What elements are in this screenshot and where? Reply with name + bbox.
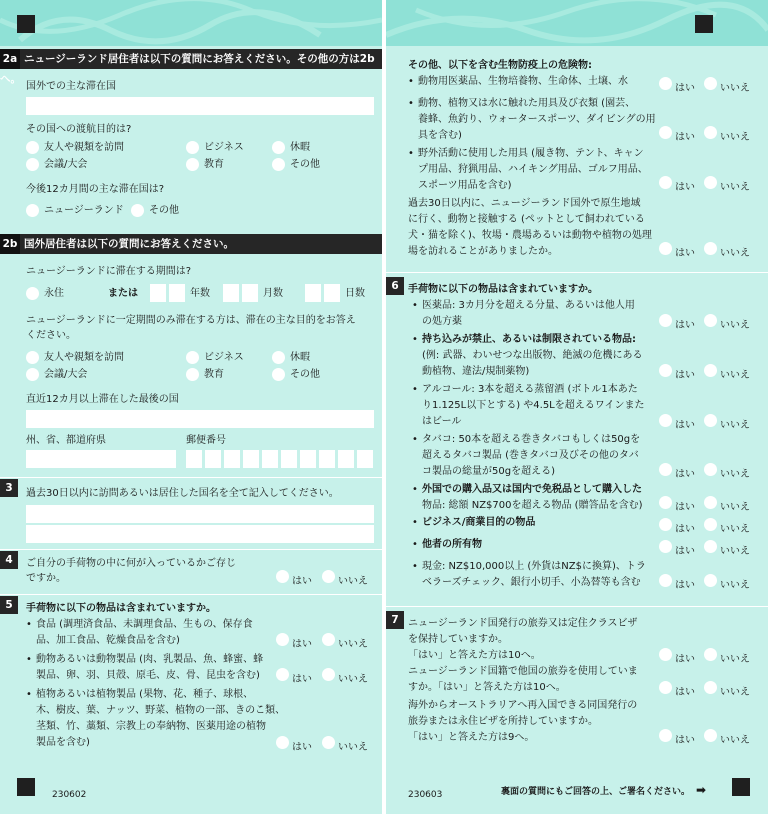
registration-mark <box>17 15 35 33</box>
postal-box-9[interactable] <box>338 450 354 468</box>
s7-line1: ニュージーランド国発行の旅券又は定住クラスビザ <box>408 618 638 629</box>
b-purpose-holiday-radio[interactable] <box>272 351 285 364</box>
others-yes-radio[interactable] <box>659 540 672 553</box>
q-know-contents-line2: ですか。 <box>26 573 66 584</box>
purpose-holiday-radio[interactable] <box>272 141 285 154</box>
medicine-line2: の処方薬 <box>422 316 462 327</box>
tobacco-no-label: いいえ <box>720 469 750 480</box>
section-5-number: 5 <box>0 596 18 614</box>
s7c-no-radio[interactable] <box>704 729 717 742</box>
purpose-holiday-label: 休暇 <box>290 142 310 153</box>
q-know-contents-line1: ご自分の手荷物の中に何が入っているかご存じ <box>26 558 236 569</box>
s7a-no-radio[interactable] <box>704 648 717 661</box>
food-yes-label: はい <box>292 639 312 650</box>
or-label: または <box>108 288 138 299</box>
s5-header: 手荷物に以下の物品は含まれていますか。 <box>26 603 216 614</box>
form-code: 230603 <box>408 790 443 800</box>
s7c-yes-radio[interactable] <box>659 729 672 742</box>
medicine-no-label: いいえ <box>720 320 750 331</box>
bio4-yes-radio[interactable] <box>659 242 672 255</box>
stay-other-radio[interactable] <box>131 204 144 217</box>
header-band <box>0 0 382 46</box>
section-6-number: 6 <box>386 277 404 295</box>
s7c-yes-label: はい <box>675 735 695 746</box>
s6-header: 手荷物に以下の物品は含まれていますか。 <box>408 284 598 295</box>
prohibited-no-label: いいえ <box>720 370 750 381</box>
divider <box>0 594 382 595</box>
dutyfree-no-label: いいえ <box>720 502 750 513</box>
s7-line3: 「はい」と答えた方は10へ。 <box>408 650 541 661</box>
last-country-input[interactable] <box>26 410 374 428</box>
q-purpose: その国への渡航目的は? <box>26 124 132 135</box>
bio-item2-line2: 養蜂、魚釣り、ウォータースポーツ、ダイビングの用 <box>418 114 656 125</box>
bio3-yes-radio[interactable] <box>659 176 672 189</box>
bio2-yes-radio[interactable] <box>659 126 672 139</box>
medicine-line1: 医薬品: 3カ月分を超える分量、あるいは他人用 <box>422 300 635 311</box>
others-no-radio[interactable] <box>704 540 717 553</box>
bullet: • <box>26 654 32 665</box>
plant-line2: 木、樹皮、葉、ナッツ、野菜、植物の一部、きのこ類、 <box>36 705 286 716</box>
s7b-no-radio[interactable] <box>704 681 717 694</box>
bio4-no-label: いいえ <box>720 248 750 259</box>
countries-visited-input-2[interactable] <box>26 525 374 543</box>
bio2-yes-label: はい <box>675 132 695 143</box>
b-purpose-education-label: 教育 <box>204 369 224 380</box>
purpose-business-label: ビジネス <box>204 142 244 153</box>
bullet: • <box>412 434 418 445</box>
bio-item2-line1: 動物、植物又は水に触れた用具及び衣類 (園芸、 <box>418 98 636 109</box>
cash-no-label: いいえ <box>720 580 750 591</box>
bio4-no-radio[interactable] <box>704 242 717 255</box>
q-next-12-months: 今後12カ月間の主な滞在国は? <box>26 184 165 195</box>
alcohol-line2: り1.125L以下とする) や4.5Lを超えるワインまた <box>422 400 645 411</box>
tobacco-line3: コ製品の総量が50gを超える) <box>422 466 555 477</box>
tobacco-yes-radio[interactable] <box>659 463 672 476</box>
others-goods: 他者の所有物 <box>422 539 482 550</box>
permanent-radio[interactable] <box>26 287 39 300</box>
prohibited-line3: 動植物、違法/規制薬物) <box>422 366 530 377</box>
dutyfree-no-radio[interactable] <box>704 496 717 509</box>
postal-box-8[interactable] <box>319 450 335 468</box>
b-purpose-holiday-label: 休暇 <box>290 352 310 363</box>
divider <box>386 606 768 607</box>
months-box-2[interactable] <box>242 284 258 302</box>
divider <box>386 272 768 273</box>
dutyfree-line1: 外国での購入品又は国内で免税品として購入した <box>422 484 642 495</box>
years-box-2[interactable] <box>169 284 185 302</box>
b-purpose-conference-label: 会議/大会 <box>44 369 88 380</box>
s7a-no-label: いいえ <box>720 654 750 665</box>
food-line1: 食品 (調理済食品、未調理食品、生もの、保存食 <box>36 619 253 630</box>
footer-instruction: 裏面の質問にもご回答の上、ご署名ください。 <box>501 787 691 797</box>
s7-line7: 旅券または永住ビザを所持していますか。 <box>408 716 598 727</box>
purpose-visit-radio[interactable] <box>26 141 39 154</box>
bullet: • <box>412 539 418 550</box>
purpose-conference-radio[interactable] <box>26 158 39 171</box>
postal-box-2[interactable] <box>205 450 221 468</box>
bullet: • <box>412 334 418 345</box>
alcohol-line1: アルコール: 3本を超える蒸留酒 (ボトル1本あた <box>422 384 638 395</box>
alcohol-line3: はビール <box>422 416 462 427</box>
bio1-no-label: いいえ <box>720 83 750 94</box>
section-3-number: 3 <box>0 479 18 497</box>
prohibited-yes-radio[interactable] <box>659 364 672 377</box>
others-yes-label: はい <box>675 546 695 557</box>
b-purpose-conference-radio[interactable] <box>26 368 39 381</box>
tobacco-no-radio[interactable] <box>704 463 717 476</box>
business-yes-label: はい <box>675 524 695 535</box>
postal-box-1[interactable] <box>186 450 202 468</box>
divider <box>0 549 382 550</box>
section-7-number: 7 <box>386 611 404 629</box>
business-no-label: いいえ <box>720 524 750 535</box>
q-last-country: 直近12カ月以上滞在した最後の国 <box>26 394 179 405</box>
bio-item3-line3: スポーツ用品を含む) <box>418 180 512 191</box>
s7-line5: すか。「はい」と答えた方は10へ。 <box>408 682 566 693</box>
b-purpose-other-label: その他 <box>290 369 320 380</box>
bio3-no-label: いいえ <box>720 182 750 193</box>
s7a-yes-radio[interactable] <box>659 648 672 661</box>
postal-box-6[interactable] <box>281 450 297 468</box>
registration-mark <box>732 778 750 796</box>
animal-yes-label: はい <box>292 674 312 685</box>
plant-no-label: いいえ <box>338 742 368 753</box>
bio-question-line2: に行く、動物と接触する (ペットとして飼われている <box>408 214 645 225</box>
food-no-label: いいえ <box>338 639 368 650</box>
alcohol-no-radio[interactable] <box>704 414 717 427</box>
s7-line4: ニュージーランド国籍で他国の旅券を使用していま <box>408 666 638 677</box>
prohibited-line2: (例: 武器、わいせつな出版物、絶滅の危機にある <box>422 350 643 361</box>
purpose-education-radio[interactable] <box>186 158 199 171</box>
s7b-yes-radio[interactable] <box>659 681 672 694</box>
b-purpose-visit-label: 友人や親類を訪問 <box>44 352 124 363</box>
bullet: • <box>408 76 414 87</box>
bio-header: その他、以下を含む生物防疫上の危険物: <box>408 60 592 71</box>
q-purpose-2b-line1: ニュージーランドに一定期間のみ滞在する方は、滞在の主な目的をお答え <box>26 315 356 326</box>
bio3-yes-label: はい <box>675 182 695 193</box>
b-purpose-education-radio[interactable] <box>186 368 199 381</box>
bio-item3-line1: 野外活動に使用した用具 (履き物、テント、キャン <box>418 148 644 159</box>
tobacco-line2: 超えるタバコ製品 (巻きタバコ及びその他のタバ <box>422 450 639 461</box>
food-yes-radio[interactable] <box>276 633 289 646</box>
bullet: • <box>26 619 32 630</box>
cash-yes-label: はい <box>675 580 695 591</box>
plant-yes-radio[interactable] <box>276 736 289 749</box>
dutyfree-yes-label: はい <box>675 502 695 513</box>
plant-line1: 植物あるいは植物製品 (果物、花、種子、球根、 <box>36 689 254 700</box>
animal-line1: 動物あるいは動物製品 (肉、乳製品、魚、蜂蜜、蜂 <box>36 654 264 665</box>
bullet: • <box>412 384 418 395</box>
years-box-1[interactable] <box>150 284 166 302</box>
bio-question-line3: 犬・猫を除く)、牧場・農場あるいは動物や植物の処理 <box>408 230 652 241</box>
bio-question-line4: 場を訪れることがありましたか。 <box>408 246 558 257</box>
prohibited-yes-label: はい <box>675 370 695 381</box>
bio2-no-label: いいえ <box>720 132 750 143</box>
cash-line1: 現金: NZ$10,000以上 (外貨はNZ$に換算)、トラ <box>422 561 646 572</box>
q-stay-length: ニュージーランドに滞在する期間は? <box>26 266 192 277</box>
postal-box-3[interactable] <box>224 450 240 468</box>
stay-other-label: その他 <box>149 205 179 216</box>
plant-line3: 茎類、竹、藁類、宗教上の奉納物、医薬用途の植物 <box>36 721 266 732</box>
bio-item2-line3: 具を含む) <box>418 130 462 141</box>
tobacco-yes-label: はい <box>675 469 695 480</box>
s4-no-label: いいえ <box>338 576 368 587</box>
postal-box-4[interactable] <box>243 450 259 468</box>
cash-yes-radio[interactable] <box>659 574 672 587</box>
form-code: 230602 <box>52 790 87 800</box>
bullet: • <box>412 300 418 311</box>
wave-pattern <box>0 0 382 46</box>
registration-mark <box>695 15 713 33</box>
s7a-yes-label: はい <box>675 654 695 665</box>
q-main-country: 国外での主な滞在国 <box>26 81 116 92</box>
stay-nz-label: ニュージーランド <box>44 205 124 216</box>
s7-line2: を保持していますか。 <box>408 634 508 645</box>
section-2b-header: 2b 国外居住者は以下の質問にお答えください。 <box>0 234 382 254</box>
bio-item3-line2: プ用品、狩猟用品、ハイキング用品、ゴルフ用品、 <box>418 164 648 175</box>
bio1-yes-label: はい <box>675 83 695 94</box>
b-purpose-visit-radio[interactable] <box>26 351 39 364</box>
animal-no-radio[interactable] <box>322 668 335 681</box>
s7-line6: 海外からオーストラリアへ再入国できる同国発行の <box>408 700 638 711</box>
alcohol-yes-radio[interactable] <box>659 414 672 427</box>
divider <box>0 477 382 478</box>
alcohol-no-label: いいえ <box>720 420 750 431</box>
tobacco-line1: タバコ: 50本を超える巻きタバコもしくは50gを <box>422 434 641 445</box>
food-line2: 品、加工食品、乾燥食品を含む) <box>36 635 180 646</box>
bullet: • <box>408 98 414 109</box>
months-label: 月数 <box>263 288 283 299</box>
countries-visited-input-1[interactable] <box>26 505 374 523</box>
bullet: • <box>412 484 418 495</box>
section-2a-header: 2a ニュージーランド居住者は以下の質問にお答えください。その他の方は2bへ。 <box>0 49 382 69</box>
business-no-radio[interactable] <box>704 518 717 531</box>
alcohol-yes-label: はい <box>675 420 695 431</box>
bullet: • <box>412 561 418 572</box>
registration-mark <box>17 778 35 796</box>
food-no-radio[interactable] <box>322 633 335 646</box>
permanent-label: 永住 <box>44 288 64 299</box>
b-purpose-business-radio[interactable] <box>186 351 199 364</box>
s4-no-radio[interactable] <box>322 570 335 583</box>
bio-item1: 動物用医薬品、生物培養物、生命体、土壌、水 <box>418 76 628 87</box>
days-box-2[interactable] <box>324 284 340 302</box>
cash-line2: ベラーズチェック、銀行小切手、小為替等も含む <box>422 577 641 588</box>
bullet: • <box>412 517 418 528</box>
prohibited-no-radio[interactable] <box>704 364 717 377</box>
s4-yes-radio[interactable] <box>276 570 289 583</box>
cash-no-radio[interactable] <box>704 574 717 587</box>
state-input[interactable] <box>26 450 176 468</box>
purpose-business-radio[interactable] <box>186 141 199 154</box>
s7b-yes-label: はい <box>675 687 695 698</box>
main-country-input[interactable] <box>26 97 374 115</box>
purpose-other-label: その他 <box>290 159 320 170</box>
state-label: 州、省、都道府県 <box>26 435 106 446</box>
animal-yes-radio[interactable] <box>276 668 289 681</box>
s7c-no-label: いいえ <box>720 735 750 746</box>
dutyfree-yes-radio[interactable] <box>659 496 672 509</box>
business-goods: ビジネス/商業目的の物品 <box>422 517 536 528</box>
animal-no-label: いいえ <box>338 674 368 685</box>
s4-yes-label: はい <box>292 576 312 587</box>
animal-line2: 製品、卵、羽、貝殻、原毛、皮、骨、昆虫を含む) <box>36 670 260 681</box>
purpose-education-label: 教育 <box>204 159 224 170</box>
medicine-yes-label: はい <box>675 320 695 331</box>
days-label: 日数 <box>345 288 365 299</box>
arrow-right-icon: ➡ <box>696 783 707 797</box>
bio4-yes-label: はい <box>675 248 695 259</box>
purpose-other-radio[interactable] <box>272 158 285 171</box>
purpose-conference-label: 会議/大会 <box>44 159 88 170</box>
purpose-visit-label: 友人や親類を訪問 <box>44 142 124 153</box>
q-countries-visited: 過去30日以内に訪問あるいは居住した国名を全て記入してください。 <box>26 488 339 499</box>
bio-question-line1: 過去30日以内に、ニュージーランド国外で原生地域 <box>408 198 641 209</box>
plant-line4: 製品を含む) <box>36 737 90 748</box>
postal-box-5[interactable] <box>262 450 278 468</box>
years-label: 年数 <box>190 288 210 299</box>
bio1-yes-radio[interactable] <box>659 77 672 90</box>
bullet: • <box>26 689 32 700</box>
others-no-label: いいえ <box>720 546 750 557</box>
s7b-no-label: いいえ <box>720 687 750 698</box>
days-box-1[interactable] <box>305 284 321 302</box>
business-yes-radio[interactable] <box>659 518 672 531</box>
postal-box-7[interactable] <box>300 450 316 468</box>
b-purpose-business-label: ビジネス <box>204 352 244 363</box>
postal-label: 郵便番号 <box>186 435 226 446</box>
right-page <box>386 0 768 814</box>
s7-line8: 「はい」と答えた方は9へ。 <box>408 732 535 743</box>
plant-no-radio[interactable] <box>322 736 335 749</box>
bullet: • <box>408 148 414 159</box>
q-purpose-2b-line2: ください。 <box>26 330 76 341</box>
bio1-no-radio[interactable] <box>704 77 717 90</box>
medicine-no-radio[interactable] <box>704 314 717 327</box>
bio3-no-radio[interactable] <box>704 176 717 189</box>
medicine-yes-radio[interactable] <box>659 314 672 327</box>
prohibited-line1: 持ち込みが禁止、あるいは制限されている物品: <box>422 334 636 345</box>
plant-yes-label: はい <box>292 742 312 753</box>
section-4-number: 4 <box>0 551 18 569</box>
bio2-no-radio[interactable] <box>704 126 717 139</box>
left-page <box>0 0 382 814</box>
postal-box-10[interactable] <box>357 450 373 468</box>
stay-nz-radio[interactable] <box>26 204 39 217</box>
b-purpose-other-radio[interactable] <box>272 368 285 381</box>
dutyfree-line2: 物品: 総額 NZ$700を超える物品 (贈答品を含む) <box>422 500 643 511</box>
months-box-1[interactable] <box>223 284 239 302</box>
